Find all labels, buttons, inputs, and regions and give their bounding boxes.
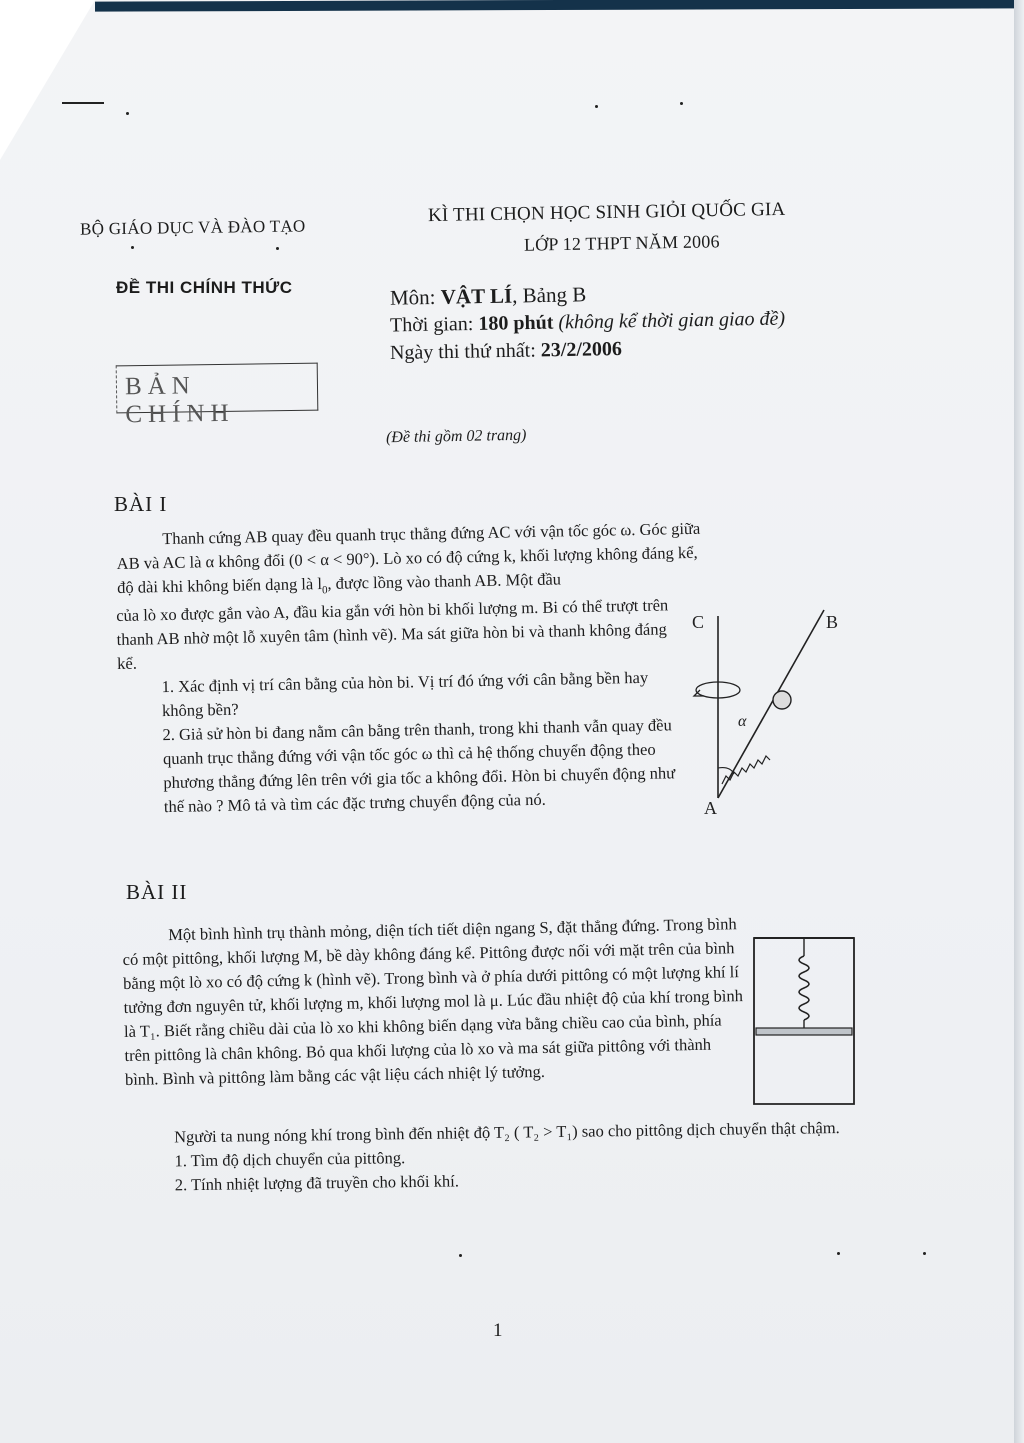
rotating-rod-figure bbox=[682, 598, 862, 828]
scan-speck bbox=[459, 1254, 462, 1257]
rod-ab bbox=[718, 610, 824, 798]
scan-speck bbox=[837, 1252, 840, 1255]
bai2-intro bbox=[122, 912, 745, 1092]
bai2-body bbox=[128, 1116, 869, 1198]
time-label: Thời gian: bbox=[389, 312, 479, 337]
subject-line bbox=[390, 282, 587, 310]
bai1-l0-subscript: 0 bbox=[321, 584, 328, 597]
exam-class: LỚP 12 THPT NĂM 2006 bbox=[523, 231, 720, 255]
page-corner-fold bbox=[0, 0, 95, 160]
subject-suffix: , Bảng B bbox=[511, 282, 587, 308]
pages-note: (Đề thi gồm 02 trang) bbox=[385, 426, 527, 447]
scan-speck bbox=[126, 112, 129, 115]
date-line bbox=[390, 338, 622, 365]
scan-speck bbox=[276, 247, 279, 250]
official-label: ĐỀ THI CHÍNH THỨC bbox=[116, 278, 293, 297]
subject-label: Môn: bbox=[389, 284, 441, 310]
time-note: (không kể thời gian giao đề) bbox=[558, 307, 786, 334]
bai1-line-2: AB và AC là α không đổi (0 < α < 90°). Lò xo có độ cứng k, khối lượng không đáng kể, bbox=[116, 542, 698, 573]
bai1-line-3b: , được lồng vào thanh AB. Một đầu bbox=[327, 569, 562, 593]
bai1-body bbox=[116, 593, 680, 820]
bai1-question-1: 1. Xác định vị trí cân bằng của hòn bi. Vị trí đó ứng với cân bằng bền hay không bền? bbox=[161, 667, 649, 721]
spring-icon bbox=[799, 956, 809, 1020]
scan-speck bbox=[923, 1252, 926, 1255]
bai1-line-3a: độ dài khi không biến dạng là l bbox=[116, 574, 323, 597]
ministry-name: BỘ GIÁO DỤC VÀ ĐÀO TẠO bbox=[79, 216, 306, 239]
bai2-question-2: 2. Tính nhiệt lượng đã truyền cho khối khí. bbox=[174, 1171, 460, 1195]
exam-title: KÌ THI CHỌN HỌC SINH GIỎI QUỐC GIA bbox=[427, 198, 786, 227]
spring-icon bbox=[722, 756, 770, 784]
scan-speck bbox=[595, 105, 598, 108]
bai1-intro bbox=[116, 514, 857, 606]
label-c: C bbox=[692, 612, 705, 632]
date-value: 23/2/2006 bbox=[540, 337, 623, 362]
label-b: B bbox=[826, 612, 839, 632]
label-a: A bbox=[704, 798, 717, 818]
stamp-text: BẢN CHÍNH bbox=[124, 372, 235, 429]
bai1-line-4: của lò xo được gắn vào A, đầu kia gắn với hòn bi khối lượng m. Bi có thể trượt trên thanh AB nhờ một lỗ xuyên tâm (hình vẽ). Ma sát giữa hòn bi và thanh không đáng kể. bbox=[116, 595, 669, 673]
label-alpha: α bbox=[738, 713, 747, 730]
bai1-question-2: 2. Giả sử hòn bi đang nằm cân bằng trên thanh, trong khi thanh vẫn quay đều quanh trục thẳng đứng với vận tốc góc ω thì cả hệ thống chuyển động theo phương thẳng đứng lên trên với gia tốc a không đổi. Hòn bi chuyển động như thế nào ? Mô tả và tìm các đặc trưng chuyển động của nó. bbox=[162, 715, 676, 817]
bai2-heat: Người ta nung nóng khí trong bình đến nhiệt độ T₂ ( T₂ > T₁) sao cho pittông dịch chuyển thật chậm. bbox=[174, 1118, 840, 1147]
cylinder-piston-figure bbox=[750, 928, 858, 1110]
scan-top-edge bbox=[95, 0, 1024, 12]
scan-right-edge bbox=[1014, 0, 1024, 1443]
official-stamp bbox=[116, 363, 319, 429]
date-label: Ngày thi thứ nhất: bbox=[389, 339, 542, 365]
scan-speck bbox=[131, 246, 134, 249]
section-title-bai2: BÀI II bbox=[126, 880, 188, 904]
pen-mark bbox=[62, 102, 104, 104]
time-line bbox=[390, 308, 785, 338]
scan-speck bbox=[680, 102, 683, 105]
section-title-bai1: BÀI I bbox=[114, 492, 168, 516]
bai2-paragraph: Một bình hình trụ thành mỏng, diện tích tiết diện ngang S, đặt thẳng đứng. Trong bình có một pittông, khối lượng M, bề dày không đáng kể. Pittông được nối với mặt trên của bình bằng một lò xo có độ cứng k (hình vẽ). Trong bình và ở phía dưới pittông có một lượng khí lí tưởng đơn nguyên tử, khối lượng m, khối lượng mol là μ. Lúc đầu nhiệt độ của khí trong bình là T₁. Biết rằng chiều dài của lò xo khi không biến dạng vừa bằng chiều cao của bình, phía trên pittông là chân không. Bỏ qua khối lượng của lò xo và ma sát giữa pittông với thành bình. Bình và pittông làm bằng các vật liệu cách nhiệt lý tưởng. bbox=[122, 914, 744, 1089]
subject-value: VẬT LÍ bbox=[440, 283, 513, 309]
page-number: 1 bbox=[493, 1320, 503, 1341]
ball-icon bbox=[773, 691, 791, 709]
time-value: 180 phút bbox=[478, 311, 554, 335]
piston-icon bbox=[756, 1028, 852, 1035]
bai2-question-1: 1. Tìm độ dịch chuyển của pittông. bbox=[174, 1148, 406, 1171]
bai1-line-1: Thanh cứng AB quay đều quanh trục thẳng đứng AC với vận tốc góc ω. Góc giữa bbox=[162, 518, 701, 549]
